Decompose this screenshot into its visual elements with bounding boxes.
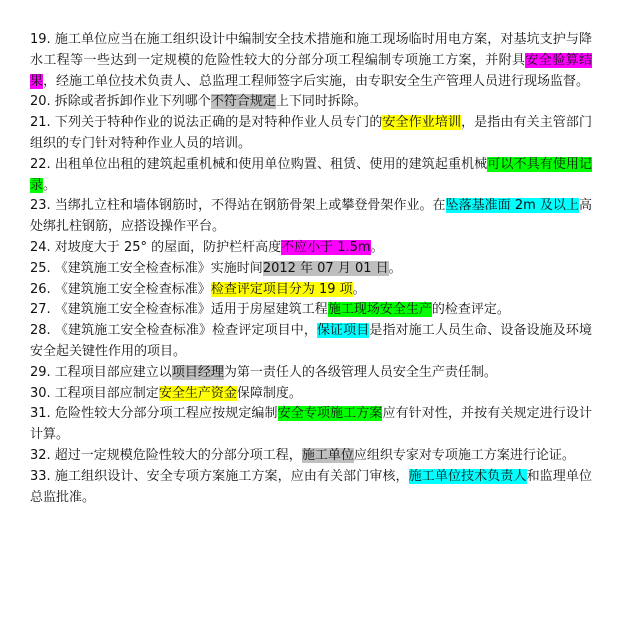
question-text: 是指对施工人员生命、设备设施及环境安全起关键性作用的项目。 <box>30 323 592 359</box>
question-item <box>30 404 592 446</box>
question-item <box>30 30 592 92</box>
question-text: 23. 当绑扎立柱和墙体钢筋时，不得站在钢筋骨架上或攀登骨架作业。在 <box>30 198 446 214</box>
question-text: 的检查评定。 <box>431 302 510 318</box>
question-text: ，经施工单位技术负责人、总监理工程师签字后实施，由专职安全生产管理人员进行现场监督。 <box>43 73 590 89</box>
question-item <box>30 113 592 155</box>
question-text: 。 <box>43 177 57 193</box>
highlighted-answer: 安全验算结果 <box>30 52 592 89</box>
highlighted-answer: 施工现场安全生产 <box>327 302 432 318</box>
highlighted-answer: 检查评定项目分为 19 项 <box>210 281 353 297</box>
question-item <box>30 384 592 405</box>
question-text: 32. 超过一定规模危险性较大的分部分项工程， <box>30 447 302 463</box>
highlighted-answer: 坠落基准面 2m 及以上 <box>445 198 579 214</box>
question-item <box>30 92 592 113</box>
question-text: 。 <box>388 260 402 276</box>
highlighted-answer: 项目经理 <box>171 364 224 380</box>
question-text: 应组织专家对专项施工方案进行论证。 <box>353 447 575 463</box>
question-text: 和监理单位总监批准。 <box>30 468 592 505</box>
question-item <box>30 155 592 197</box>
highlighted-answer: 安全专项施工方案 <box>277 406 383 422</box>
question-item <box>30 300 592 321</box>
highlighted-answer: 施工单位技术负责人 <box>408 468 527 484</box>
question-text: 上下同时拆除。 <box>275 94 367 110</box>
question-text: 30. 工程项目部应制定 <box>30 385 159 401</box>
question-text: 22. 出租单位出租的建筑起重机械和使用单位购置、租赁、使用的建筑起重机械 <box>30 156 488 172</box>
highlighted-answer: 2012 年 07 月 01 日 <box>262 260 389 276</box>
question-text: 21. 下列关于特种作业的说法正确的是对特种作业人员专门的 <box>30 115 383 131</box>
highlighted-answer: 可以不具有使用记录 <box>30 156 592 193</box>
highlighted-answer: 安全作业培训 <box>382 115 462 131</box>
question-text: 19. 施工单位应当在施工组织设计中编制安全技术措施和施工现场临时用电方案，对基坑支护与降水工程等一些达到一定规模的危险性较大的分部分项工程编制专项施工方案，并附具 <box>30 32 592 68</box>
question-item <box>30 280 592 301</box>
question-item <box>30 196 592 238</box>
question-text: 应有针对性，并按有关规定进行设计计算。 <box>30 406 592 443</box>
highlighted-answer: 不符合规定 <box>210 94 276 110</box>
question-text: 高处绑扎柱钢筋，应搭设操作平台。 <box>30 198 592 235</box>
question-text: 28. 《建筑施工安全检查标准》检查评定项目中， <box>30 323 317 339</box>
highlighted-answer: 不应小于 1.5m <box>281 239 371 255</box>
question-item <box>30 238 592 259</box>
question-text: 24. 对坡度大于 25° 的屋面，防护栏杆高度 <box>30 239 282 255</box>
question-item <box>30 467 592 509</box>
highlighted-answer: 安全生产资金 <box>158 385 237 401</box>
question-text: 27. 《建筑施工安全检查标准》适用于房屋建筑工程 <box>30 302 328 318</box>
question-text: 31. 危险性较大分部分项工程应按规定编制 <box>30 406 278 422</box>
question-text: 26. 《建筑施工安全检查标准》 <box>30 281 211 297</box>
question-text: 29. 工程项目部应建立以 <box>30 364 172 380</box>
question-text: 。 <box>370 239 384 255</box>
highlighted-answer: 施工单位 <box>301 447 354 463</box>
question-text: 保障制度。 <box>236 385 302 401</box>
question-text: 。 <box>352 281 366 297</box>
question-text: 为第一责任人的各级管理人员安全生产责任制。 <box>223 364 497 380</box>
question-text: 33. 施工组织设计、安全专项方案施工方案，应由有关部门审核， <box>30 468 409 484</box>
question-text: ，是指由有关主管部门组织的专门针对特种作业人员的培训。 <box>30 115 592 151</box>
question-item <box>30 259 592 280</box>
question-text: 25. 《建筑施工安全检查标准》实施时间 <box>30 260 263 276</box>
highlighted-answer: 保证项目 <box>316 323 370 339</box>
question-item <box>30 321 592 363</box>
question-item <box>30 363 592 384</box>
document-body <box>30 30 592 508</box>
question-text: 20. 拆除或者拆卸作业下列哪个 <box>30 94 211 110</box>
question-item <box>30 446 592 467</box>
